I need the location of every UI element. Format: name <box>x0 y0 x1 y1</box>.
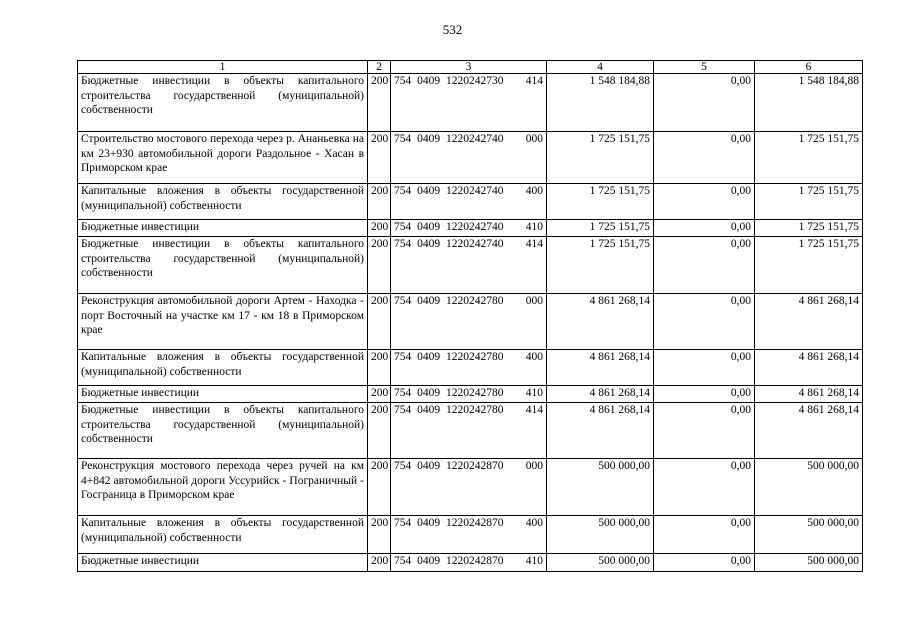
column-4-amount: 1 548 184,88 <box>547 74 654 132</box>
item-name-cell: Капитальные вложения в объекты государственной (муниципальной) собственности <box>78 350 368 386</box>
column-4-amount: 1 725 151,75 <box>547 184 654 220</box>
item-name-cell: Бюджетные инвестиции <box>78 220 368 237</box>
item-name-cell: Капитальные вложения в объекты государственной (муниципальной) собственности <box>78 516 368 554</box>
column-5-amount: 0,00 <box>654 459 755 516</box>
column-4-amount: 1 725 151,75 <box>547 220 654 237</box>
column-5-amount: 0,00 <box>654 516 755 554</box>
header-row <box>78 61 863 74</box>
classification-code: 754 0409 1220242870 <box>394 517 504 529</box>
classification-code: 754 0409 1220242740 <box>394 238 504 250</box>
page-number: 532 <box>442 22 463 37</box>
classification-code: 754 0409 1220242740 <box>394 221 504 233</box>
table-row <box>78 554 863 572</box>
column-5-amount: 0,00 <box>654 294 755 350</box>
expense-type-code: 000 <box>525 133 543 145</box>
table-row <box>78 294 863 350</box>
item-name-cell: Реконструкция автомобильной дороги Артем - Находка - порт Восточный на участке км 17 - км 18 в Приморском крае <box>78 294 368 350</box>
column-6-amount: 1 725 151,75 <box>755 184 863 220</box>
column-header-6: 6 <box>755 61 863 74</box>
column-4-amount: 500 000,00 <box>547 554 654 572</box>
expense-type-code: 410 <box>525 221 543 233</box>
budget-code-cell <box>391 184 547 220</box>
column-5-amount: 0,00 <box>654 554 755 572</box>
table-row <box>78 220 863 237</box>
column-6-amount: 1 725 151,75 <box>755 132 863 184</box>
table-row <box>78 350 863 386</box>
column-4-amount: 500 000,00 <box>547 516 654 554</box>
table-row <box>78 459 863 516</box>
column-6-amount: 1 725 151,75 <box>755 220 863 237</box>
column-4-amount: 1 725 151,75 <box>547 132 654 184</box>
table-row <box>78 516 863 554</box>
column-2-cell: 200 <box>368 350 391 386</box>
column-6-amount: 500 000,00 <box>755 516 863 554</box>
column-5-amount: 0,00 <box>654 237 755 294</box>
expense-type-code: 414 <box>525 404 543 416</box>
classification-code: 754 0409 1220242780 <box>394 351 504 363</box>
column-2-cell: 200 <box>368 459 391 516</box>
column-4-amount: 4 861 268,14 <box>547 294 654 350</box>
column-4-amount: 1 725 151,75 <box>547 237 654 294</box>
column-2-cell: 200 <box>368 386 391 403</box>
item-name-cell: Бюджетные инвестиции в объекты капитального строительства государственной (муниципальной) собственности <box>78 74 368 132</box>
table-row <box>78 403 863 459</box>
column-5-amount: 0,00 <box>654 220 755 237</box>
budget-code-cell <box>391 74 547 132</box>
table-row <box>78 237 863 294</box>
budget-table <box>77 60 863 572</box>
budget-code-cell <box>391 386 547 403</box>
column-2-cell: 200 <box>368 132 391 184</box>
table-row <box>78 132 863 184</box>
item-name-cell: Бюджетные инвестиции в объекты капитального строительства государственной (муниципальной) собственности <box>78 403 368 459</box>
expense-type-code: 000 <box>525 295 543 307</box>
expense-type-code: 414 <box>525 75 543 87</box>
column-6-amount: 1 548 184,88 <box>755 74 863 132</box>
item-name-cell: Капитальные вложения в объекты государственной (муниципальной) собственности <box>78 184 368 220</box>
expense-type-code: 414 <box>525 238 543 250</box>
column-5-amount: 0,00 <box>654 386 755 403</box>
column-2-cell: 200 <box>368 220 391 237</box>
item-name-cell: Строительство мостового перехода через р. Ананьевка на км 23+930 автомобильной дороги Раздольное - Хасан в Приморском крае <box>78 132 368 184</box>
column-4-amount: 4 861 268,14 <box>547 350 654 386</box>
expense-type-code: 000 <box>525 460 543 472</box>
budget-code-cell <box>391 459 547 516</box>
column-4-amount: 4 861 268,14 <box>547 386 654 403</box>
column-6-amount: 4 861 268,14 <box>755 403 863 459</box>
column-6-amount: 4 861 268,14 <box>755 294 863 350</box>
expense-type-code: 410 <box>525 387 543 399</box>
column-6-amount: 4 861 268,14 <box>755 350 863 386</box>
item-name-cell: Реконструкция мостового перехода через ручей на км 4+842 автомобильной дороги Уссурийск - Пограничный - Госграница в Приморском крае <box>78 459 368 516</box>
table-row <box>78 386 863 403</box>
column-6-amount: 4 861 268,14 <box>755 386 863 403</box>
classification-code: 754 0409 1220242730 <box>394 75 504 87</box>
column-2-cell: 200 <box>368 184 391 220</box>
column-4-amount: 500 000,00 <box>547 459 654 516</box>
budget-code-cell <box>391 237 547 294</box>
column-6-amount: 500 000,00 <box>755 459 863 516</box>
table-row <box>78 184 863 220</box>
classification-code: 754 0409 1220242780 <box>394 295 504 307</box>
column-5-amount: 0,00 <box>654 403 755 459</box>
column-header-4: 4 <box>547 61 654 74</box>
budget-code-cell <box>391 554 547 572</box>
classification-code: 754 0409 1220242780 <box>394 387 504 399</box>
column-6-amount: 500 000,00 <box>755 554 863 572</box>
classification-code: 754 0409 1220242740 <box>394 185 504 197</box>
item-name-cell: Бюджетные инвестиции в объекты капитального строительства государственной (муниципальной) собственности <box>78 237 368 294</box>
budget-code-cell <box>391 294 547 350</box>
budget-code-cell <box>391 350 547 386</box>
column-2-cell: 200 <box>368 237 391 294</box>
expense-type-code: 400 <box>525 517 543 529</box>
expense-type-code: 400 <box>525 351 543 363</box>
expense-type-code: 410 <box>525 555 543 567</box>
budget-code-cell <box>391 220 547 237</box>
column-2-cell: 200 <box>368 554 391 572</box>
column-2-cell: 200 <box>368 294 391 350</box>
column-5-amount: 0,00 <box>654 184 755 220</box>
column-5-amount: 0,00 <box>654 74 755 132</box>
column-2-cell: 200 <box>368 74 391 132</box>
budget-code-cell <box>391 516 547 554</box>
column-header-5: 5 <box>654 61 755 74</box>
budget-code-cell <box>391 403 547 459</box>
column-4-amount: 4 861 268,14 <box>547 403 654 459</box>
column-2-cell: 200 <box>368 516 391 554</box>
column-header-1: 1 <box>78 61 368 74</box>
column-6-amount: 1 725 151,75 <box>755 237 863 294</box>
column-header-2: 2 <box>368 61 391 74</box>
column-5-amount: 0,00 <box>654 350 755 386</box>
column-2-cell: 200 <box>368 403 391 459</box>
expense-type-code: 400 <box>525 185 543 197</box>
classification-code: 754 0409 1220242780 <box>394 404 504 416</box>
item-name-cell: Бюджетные инвестиции <box>78 386 368 403</box>
budget-code-cell <box>391 132 547 184</box>
table-row <box>78 74 863 132</box>
column-header-3: 3 <box>391 61 547 74</box>
classification-code: 754 0409 1220242870 <box>394 460 504 472</box>
classification-code: 754 0409 1220242740 <box>394 133 504 145</box>
column-5-amount: 0,00 <box>654 132 755 184</box>
item-name-cell: Бюджетные инвестиции <box>78 554 368 572</box>
classification-code: 754 0409 1220242870 <box>394 555 504 567</box>
